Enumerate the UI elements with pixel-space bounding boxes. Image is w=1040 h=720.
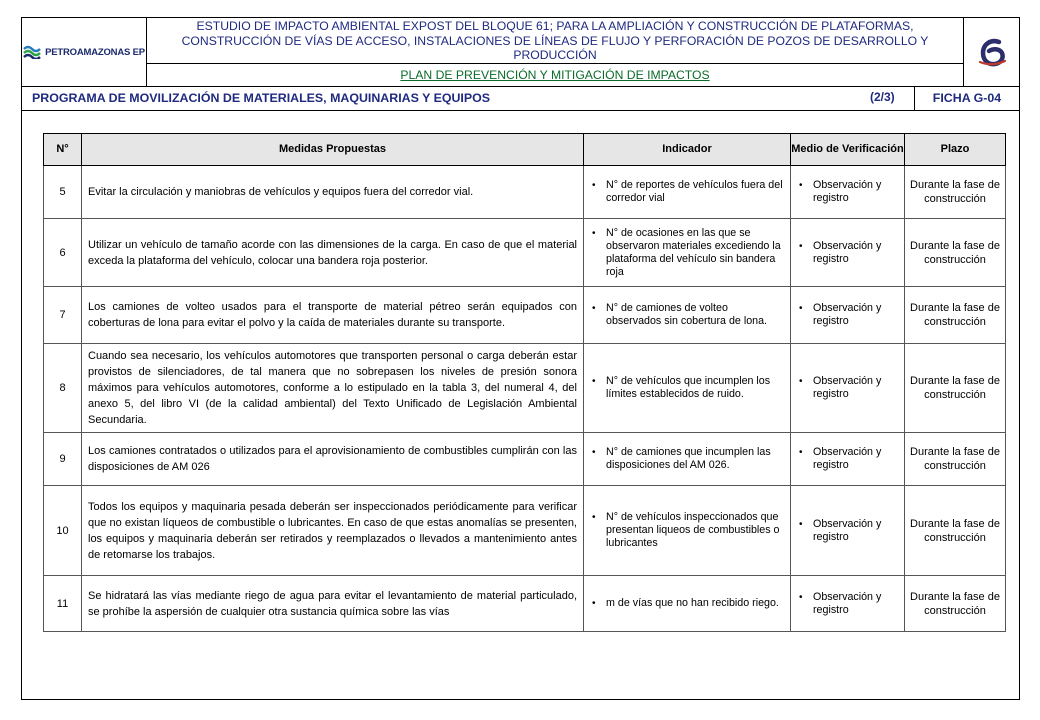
verification-text: Observación y registro: [813, 179, 882, 204]
page-indicator: (2/3): [870, 90, 895, 104]
bullet-icon: •: [592, 598, 596, 609]
table-row: [44, 166, 1006, 219]
row-measure: Todos los equipos y maquinaria pesada deberán ser inspeccionados periódicamente para verificar que no existan líqueos de combustible o lubricantes. En caso de que estas anomalías se presenten, los equipos y maquinaria deberán ser retirados y reemplazados o llevados a mantenimiento antes de retomarse los trabajos.: [82, 486, 584, 576]
verification-text: Observación y registro: [813, 375, 882, 400]
indicator-text: N° de camiones que incumplen las disposiciones del AM 026.: [606, 446, 771, 471]
row-measure: Evitar la circulación y maniobras de vehículos y equipos fuera del corredor vial.: [82, 166, 584, 219]
row-number: 9: [44, 433, 82, 486]
bullet-icon: •: [799, 376, 803, 387]
verification-text: Observación y registro: [813, 446, 882, 471]
program-title: PROGRAMA DE MOVILIZACIÓN DE MATERIALES, MAQUINARIAS Y EQUIPOS: [22, 87, 915, 110]
table-header-row: [44, 134, 1006, 166]
row-verification: [791, 344, 905, 433]
column-header-indicator: Indicador: [584, 134, 791, 166]
row-number: 10: [44, 486, 82, 576]
row-measure: Los camiones de volteo usados para el transporte de material pétreo serán equipados con coberturas de lona para evitar el polvo y la caída de materiales durante su transporte.: [82, 287, 584, 344]
document-title: ESTUDIO DE IMPACTO AMBIENTAL EXPOST DEL BLOQUE 61; PARA LA AMPLIACIÓN Y CONSTRUCCIÓN DE PLATAFORMAS, CONSTRUCCIÓN DE VÍAS DE ACCESO, INSTALACIONES DE LÍNEAS DE FLUJO Y PERFORACIÓN DE POZOS DE DESARROLLO Y PRODUCCIÓN: [147, 18, 963, 64]
verification-text: Observación y registro: [813, 239, 882, 265]
company-name: PETROAMAZONAS EP: [45, 46, 145, 58]
row-indicator: [584, 219, 791, 287]
row-verification: [791, 219, 905, 287]
table-row: [44, 344, 1006, 433]
document-header: [21, 17, 1020, 87]
consultant-logo: [963, 18, 1019, 86]
table-row: [44, 219, 1006, 287]
row-term: Durante la fase de construcción: [905, 433, 1006, 486]
bullet-icon: •: [799, 180, 803, 191]
indicator-text: N° de vehículos inspeccionados que presentan liqueos de combustibles o lubricantes: [606, 511, 780, 549]
row-measure: Se hidratará las vías mediante riego de agua para evitar el levantamiento de material particulado, se prohíbe la aspersión de cualquier otra sustancia química sobre las vías: [82, 576, 584, 632]
row-number: 11: [44, 576, 82, 632]
bullet-icon: •: [592, 180, 596, 191]
row-verification: [791, 486, 905, 576]
measures-table: [43, 133, 1006, 632]
bullet-icon: •: [799, 591, 803, 603]
indicator-text: m de vías que no han recibido riego.: [606, 597, 779, 609]
bullet-icon: •: [799, 518, 803, 530]
table-row: [44, 486, 1006, 576]
document-subtitle: PLAN DE PREVENCIÓN Y MITIGACIÓN DE IMPACTOS: [400, 68, 710, 82]
column-header-number: N°: [44, 134, 82, 166]
consultant-logo-icon: [974, 35, 1010, 69]
row-indicator: [584, 344, 791, 433]
indicator-text: N° de reportes de vehículos fuera del corredor vial: [606, 179, 783, 204]
bullet-icon: •: [799, 447, 803, 458]
row-term: Durante la fase de construcción: [905, 576, 1006, 632]
row-term: Durante la fase de construcción: [905, 344, 1006, 433]
row-measure: Los camiones contratados o utilizados para el aprovisionamiento de combustibles cumplirán con las disposiciones de AM 026: [82, 433, 584, 486]
row-term: Durante la fase de construcción: [905, 166, 1006, 219]
bullet-icon: •: [592, 303, 596, 314]
table-row: [44, 433, 1006, 486]
row-verification: [791, 166, 905, 219]
indicator-text: N° de camiones de volteo observados sin cobertura de lona.: [606, 302, 768, 327]
table-row: [44, 287, 1006, 344]
table-row: [44, 576, 1006, 632]
bullet-icon: •: [799, 240, 803, 252]
row-term: Durante la fase de construcción: [905, 287, 1006, 344]
row-number: 8: [44, 344, 82, 433]
row-term: Durante la fase de construcción: [905, 219, 1006, 287]
verification-text: Observación y registro: [813, 517, 882, 543]
bullet-icon: •: [592, 512, 596, 523]
indicator-text: N° de vehículos que incumplen los límites establecidos de ruido.: [606, 375, 771, 400]
bullet-icon: •: [592, 227, 596, 239]
row-measure: Cuando sea necesario, los vehículos automotores que transporten personal o carga deberán estar provistos de silenciadores, de tal manera que no sobrepasen los niveles de presión sonora máximos para vehículos automotores, conforme a lo estipulado en la tabla 3, del numeral 4, del anexo 5, del libro VI (de la calidad ambiental) del Texto Unificado de Legislación Ambiental Secundaria.: [82, 344, 584, 433]
column-header-measures: Medidas Propuestas: [82, 134, 584, 166]
company-logo: [23, 45, 145, 59]
column-header-verification: Medio de Verificación: [791, 134, 905, 166]
row-indicator: [584, 166, 791, 219]
verification-text: Observación y registro: [813, 590, 882, 616]
ficha-code: FICHA G-04: [932, 91, 1002, 105]
row-number: 7: [44, 287, 82, 344]
row-number: 6: [44, 219, 82, 287]
row-indicator: [584, 287, 791, 344]
indicator-text: N° de ocasiones en las que se observaron materiales excediendo la plataforma del vehículo sin bandera roja: [606, 226, 781, 278]
column-header-term: Plazo: [905, 134, 1006, 166]
logo-cell: [22, 18, 147, 86]
row-measure: Utilizar un vehículo de tamaño acorde con las dimensiones de la carga. En caso de que el material exceda la plataforma del vehículo, colocar una bandera roja posterior.: [82, 219, 584, 287]
bullet-icon: •: [592, 376, 596, 387]
row-verification: [791, 287, 905, 344]
row-indicator: [584, 486, 791, 576]
petroamazonas-wave-icon: [23, 45, 43, 59]
verification-text: Observación y registro: [813, 302, 882, 327]
row-verification: [791, 433, 905, 486]
row-indicator: [584, 433, 791, 486]
row-verification: [791, 576, 905, 632]
program-bar: [21, 87, 1020, 111]
row-indicator: [584, 576, 791, 632]
bullet-icon: •: [799, 303, 803, 314]
row-term: Durante la fase de construcción: [905, 486, 1006, 576]
row-number: 5: [44, 166, 82, 219]
bullet-icon: •: [592, 447, 596, 458]
